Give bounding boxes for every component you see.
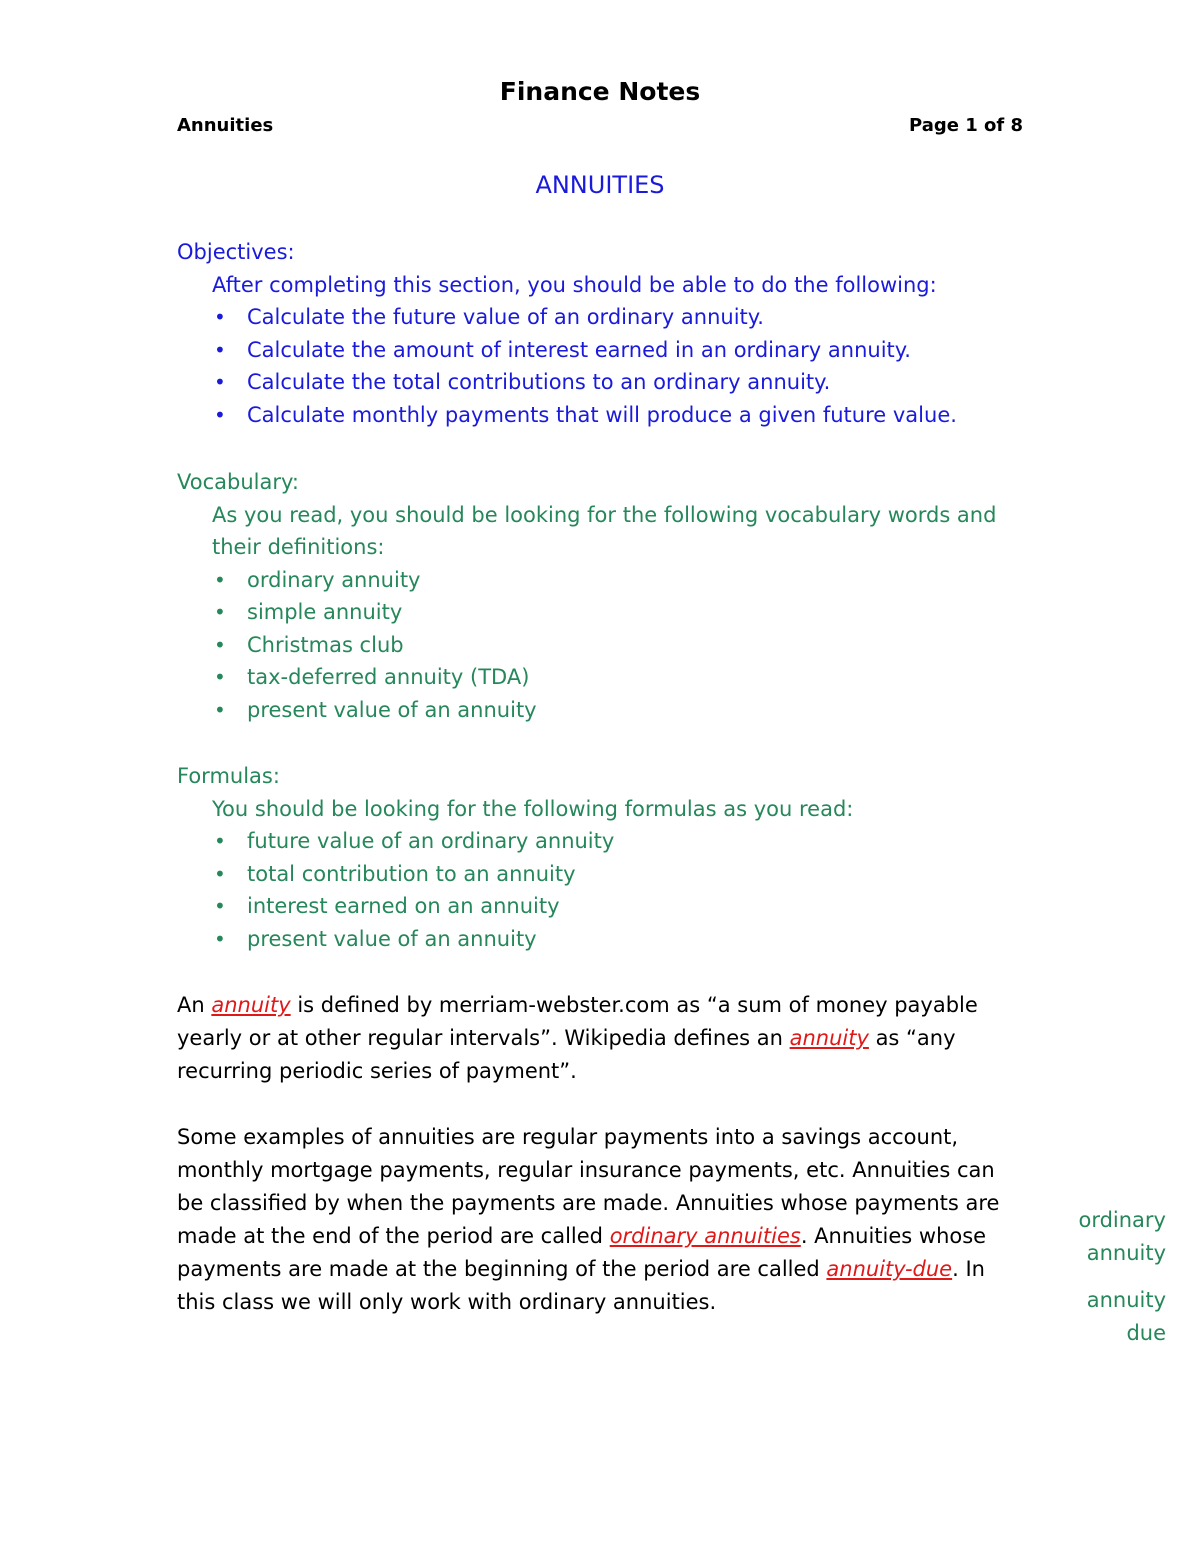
paragraph-text: An: [177, 993, 212, 1017]
list-item-text: future value of an ordinary annuity: [247, 829, 615, 853]
margin-note-line: due: [1126, 1321, 1166, 1345]
bullet-icon: •: [214, 402, 226, 427]
running-header-section: Annuities: [177, 115, 274, 136]
bullet-icon: •: [214, 894, 226, 918]
term-annuity-due: annuity-due: [826, 1257, 953, 1281]
running-header-title: Finance Notes: [499, 77, 701, 106]
term-ordinary-annuities: ordinary annuities: [609, 1224, 801, 1248]
formulas-list: [212, 825, 1037, 955]
margin-note-line: ordinary: [1078, 1208, 1166, 1232]
list-item: [212, 694, 1037, 727]
list-item-text: tax-deferred annuity (TDA): [247, 665, 530, 689]
paragraph-text: is defined by merriam-webster.com as “a sum of money payable yearly or at other regular intervals”. Wikipedia defines an: [177, 993, 978, 1050]
list-item-text: present value of an annuity: [247, 926, 537, 951]
paragraph-text: . Annuities whose payments are made at the beginning of the period are called: [177, 1224, 987, 1281]
vocabulary-intro: As you read, you should be looking for the following vocabulary words and their definitions:: [212, 502, 997, 559]
list-item: [212, 923, 1037, 956]
objectives-heading: Objectives:: [177, 240, 295, 264]
list-item: [212, 564, 1037, 597]
objectives-list: [212, 301, 1037, 431]
bullet-icon: •: [214, 370, 226, 394]
bullet-icon: •: [214, 337, 226, 362]
examples-paragraph: [177, 1121, 1027, 1319]
list-item-text: simple annuity: [247, 600, 403, 624]
bullet-icon: •: [214, 861, 226, 886]
page-number: Page 1 of 8: [909, 115, 1023, 136]
term-annuity: annuity: [211, 993, 291, 1017]
bullet-icon: •: [214, 697, 226, 722]
definition-paragraph: [177, 989, 1027, 1088]
term-annuity: annuity: [789, 1026, 869, 1050]
objectives-intro: After completing this section, you should be able to do the following:: [212, 272, 937, 297]
bullet-icon: •: [214, 305, 226, 329]
bullet-icon: •: [214, 829, 226, 853]
list-item-text: Christmas club: [247, 632, 404, 657]
list-item: [212, 596, 1037, 629]
margin-note-ordinary-annuity: [1026, 1204, 1166, 1270]
list-item-text: Calculate the amount of interest earned in an ordinary annuity.: [247, 337, 911, 362]
margin-note-line: annuity: [1086, 1288, 1166, 1312]
list-item: [212, 301, 1037, 334]
list-item-text: ordinary annuity: [247, 567, 421, 592]
formulas-heading: Formulas:: [177, 764, 280, 788]
list-item-text: Calculate monthly payments that will produce a given future value.: [247, 402, 957, 427]
formulas-section: [177, 760, 1037, 955]
margin-note-line: annuity: [1086, 1241, 1166, 1265]
formulas-intro: You should be looking for the following formulas as you read:: [212, 796, 854, 821]
list-item: [212, 334, 1037, 367]
list-item-text: present value of an annuity: [247, 697, 537, 722]
paragraph-text: . In this class we will only work with ordinary annuities.: [177, 1257, 985, 1314]
list-item: [212, 366, 1037, 399]
paragraph-text: Some examples of annuities are regular payments into a savings account, monthly mortgage payments, regular insurance payments, etc. Annuities can be classified by when the payments are made. Annuities whose payments are made at the end of the period are called: [177, 1125, 1000, 1248]
paragraph-text: as “any recurring periodic series of payment”.: [177, 1026, 956, 1083]
objectives-section: [177, 236, 1037, 431]
bullet-icon: •: [214, 600, 226, 624]
list-item: [212, 661, 1037, 694]
bullet-icon: •: [214, 567, 226, 592]
list-item-text: Calculate the total contributions to an ordinary annuity.: [247, 370, 831, 394]
list-item-text: interest earned on an annuity: [247, 894, 560, 918]
list-item-text: Calculate the future value of an ordinary annuity.: [247, 305, 764, 329]
vocabulary-section: [177, 466, 1037, 726]
bullet-icon: •: [214, 632, 226, 657]
vocabulary-list: [212, 564, 1037, 727]
margin-note-annuity-due: [1026, 1284, 1166, 1350]
vocabulary-heading: Vocabulary:: [177, 470, 299, 494]
bullet-icon: •: [214, 926, 226, 951]
document-title: ANNUITIES: [535, 171, 665, 199]
list-item: [212, 825, 1037, 858]
list-item: [212, 890, 1037, 923]
bullet-icon: •: [214, 665, 226, 689]
list-item: [212, 629, 1037, 662]
list-item: [212, 399, 1037, 432]
list-item-text: total contribution to an annuity: [247, 861, 576, 886]
list-item: [212, 858, 1037, 891]
